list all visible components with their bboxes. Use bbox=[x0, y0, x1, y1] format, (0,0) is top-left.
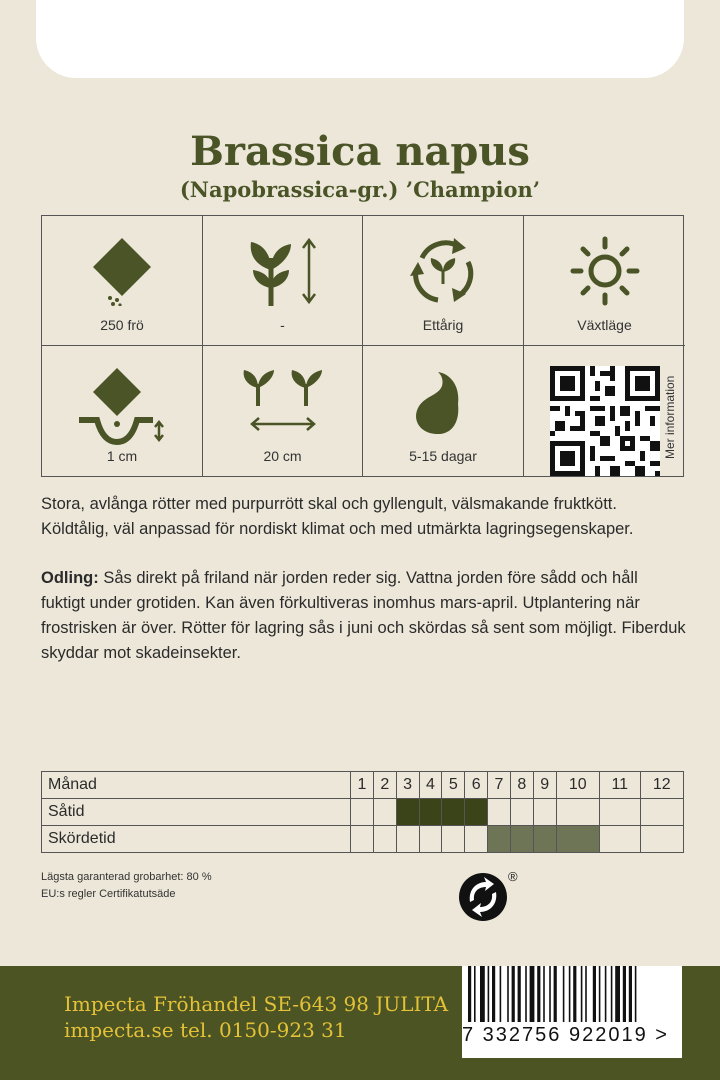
calendar-month-cell bbox=[510, 799, 533, 826]
month-cell: 4 bbox=[419, 772, 442, 799]
green-dot-recycling-icon bbox=[458, 872, 508, 922]
calendar-month-cell bbox=[533, 826, 556, 853]
seed-packet-icon bbox=[87, 236, 157, 306]
calendar-month-cell bbox=[373, 826, 396, 853]
sun-icon bbox=[567, 236, 643, 306]
month-cell: 1 bbox=[351, 772, 374, 799]
cultivation-label: Odling: bbox=[41, 569, 99, 587]
page-subtitle: (Napobrassica-gr.) ’Champion’ bbox=[179, 177, 541, 202]
calendar-month-cell bbox=[396, 826, 419, 853]
registered-mark: ® bbox=[508, 869, 518, 884]
calendar-month-cell bbox=[488, 826, 511, 853]
qr-code-icon[interactable] bbox=[550, 366, 660, 476]
month-cell: 6 bbox=[465, 772, 488, 799]
calendar-month-cell bbox=[599, 826, 640, 853]
cell-qr bbox=[524, 346, 685, 476]
month-cell: 7 bbox=[488, 772, 511, 799]
month-cell: 10 bbox=[556, 772, 599, 799]
germination-label: 5-15 dagar bbox=[409, 448, 477, 464]
calendar-month-cell bbox=[351, 826, 374, 853]
calendar-month-cell bbox=[396, 799, 419, 826]
annual-cycle-icon bbox=[408, 236, 478, 306]
seed-count-label: 250 frö bbox=[100, 317, 144, 333]
certification-note: EU:s regler Certifikatutsäde bbox=[41, 888, 176, 900]
calendar-month-cell bbox=[488, 799, 511, 826]
calendar-month-cell bbox=[419, 826, 442, 853]
page-title: Brassica napus bbox=[190, 128, 530, 175]
cell-seed-count bbox=[42, 216, 203, 346]
qr-more-info-label: Mer information bbox=[663, 375, 677, 459]
calendar-row-harvest bbox=[42, 826, 684, 853]
month-cell: 8 bbox=[510, 772, 533, 799]
germination-guarantee: Lägsta garanterad grobarhet: 80 % bbox=[41, 871, 212, 883]
calendar-month-cell bbox=[351, 799, 374, 826]
footer-contact: impecta.se tel. 0150-923 31 bbox=[64, 1018, 347, 1042]
calendar-month-cell bbox=[442, 799, 465, 826]
month-cell: 9 bbox=[533, 772, 556, 799]
month-cell: 11 bbox=[599, 772, 640, 799]
description-intro: Stora, avlånga rötter med purpurrött skal och gyllengult, välsmakande fruktkött. Köldtålig, väl anpassad för nordiskt klimat och med utmärkta lagringsegenskaper. bbox=[41, 495, 634, 538]
sowing-calendar bbox=[41, 771, 684, 853]
plant-height-icon bbox=[243, 236, 323, 306]
calendar-month-cell bbox=[465, 799, 488, 826]
calendar-month-cell bbox=[640, 799, 683, 826]
calendar-month-cell bbox=[533, 799, 556, 826]
month-header-label: Månad bbox=[42, 772, 351, 799]
cell-height bbox=[203, 216, 363, 346]
germination-seed-icon bbox=[408, 366, 478, 436]
calendar-month-cell bbox=[599, 799, 640, 826]
info-grid bbox=[41, 215, 684, 477]
hang-hole bbox=[36, 0, 684, 78]
month-cell: 5 bbox=[442, 772, 465, 799]
plant-spacing-icon bbox=[238, 366, 328, 436]
calendar-month-cell bbox=[556, 799, 599, 826]
location-label: Växtläge bbox=[577, 317, 632, 333]
calendar-month-cell bbox=[556, 826, 599, 853]
calendar-month-cell bbox=[442, 826, 465, 853]
cell-spacing bbox=[203, 346, 363, 476]
cultivation-text: Sås direkt på friland när jorden reder sig. Vattna jorden före sådd och håll fuktigt under grotiden. Kan även förkultiveras inomhus mars-april. Utplantering när frostrisken är över. Rötter för lagring sås i juni och skördas så sent som möjligt. Fiberduk skyddar mot skadeinsekter. bbox=[41, 569, 686, 662]
spacing-label: 20 cm bbox=[263, 448, 302, 464]
month-cell: 2 bbox=[373, 772, 396, 799]
cell-sowing-depth bbox=[42, 346, 203, 476]
calendar-row-sowing bbox=[42, 799, 684, 826]
month-cell: 12 bbox=[640, 772, 683, 799]
calendar-month-cell bbox=[373, 799, 396, 826]
cell-location bbox=[524, 216, 685, 346]
sowing-row-label: Såtid bbox=[42, 799, 351, 826]
cell-germination bbox=[363, 346, 524, 476]
month-cell: 3 bbox=[396, 772, 419, 799]
barcode-bars-icon bbox=[462, 966, 682, 1022]
cell-lifecycle bbox=[363, 216, 524, 346]
barcode-number: 7 332756 922019 > bbox=[462, 1024, 669, 1046]
calendar-header-row bbox=[42, 772, 684, 799]
harvest-row-label: Skördetid bbox=[42, 826, 351, 853]
calendar-month-cell bbox=[510, 826, 533, 853]
calendar-month-cell bbox=[419, 799, 442, 826]
qr-more-info-text bbox=[663, 375, 677, 459]
sowing-depth-icon bbox=[77, 366, 167, 446]
calendar-month-cell bbox=[465, 826, 488, 853]
cultivation-paragraph bbox=[41, 566, 686, 666]
footer-address: Impecta Fröhandel SE-643 98 JULITA bbox=[64, 992, 449, 1016]
sowing-depth-label: 1 cm bbox=[106, 448, 138, 464]
calendar-month-cell bbox=[640, 826, 683, 853]
lifecycle-label: Ettårig bbox=[422, 317, 464, 333]
height-label: - bbox=[280, 317, 285, 333]
